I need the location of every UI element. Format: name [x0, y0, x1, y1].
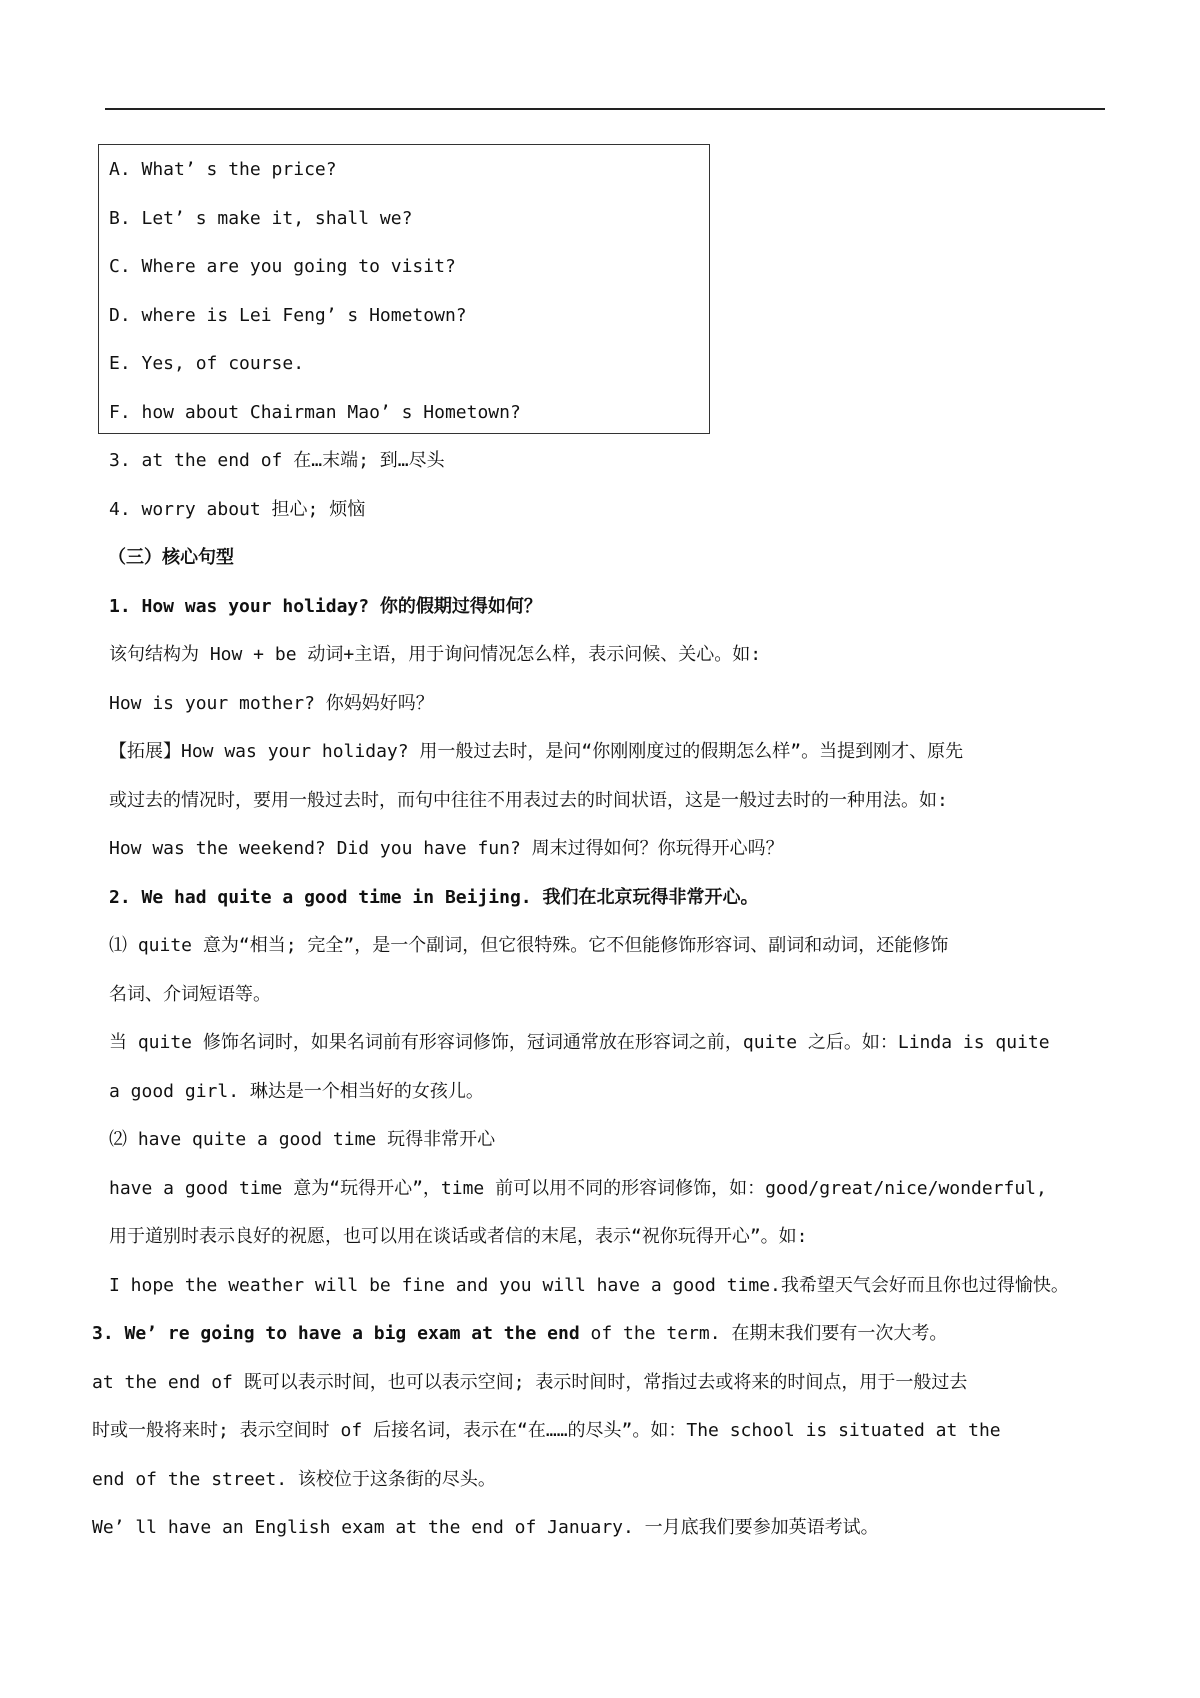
s3-line-1: at the end of 既可以表示时间，也可以表示空间; 表示时间时，常指过去或将来的时间点，用于一般过去	[92, 1372, 968, 1393]
s2-line-8: I hope the weather will be fine and you will have a good time.我希望天气会好而且你也过得愉快。	[109, 1275, 1069, 1296]
option-c: C. Where are you going to visit?	[109, 256, 456, 277]
sentence-2-title: 2. We had quite a good time in Beijing. 我们在北京玩得非常开心。	[109, 887, 759, 908]
s1-line-3: 【拓展】How was your holiday? 用一般过去时，是问“你刚刚度过的假期怎么样”。当提到刚才、原先	[109, 741, 964, 762]
option-b: B. Let’ s make it, shall we?	[109, 208, 413, 229]
s3-line-4: We’ ll have an English exam at the end of January. 一月底我们要参加英语考试。	[92, 1517, 879, 1538]
s3-line-3: end of the street. 该校位于这条街的尽头。	[92, 1469, 496, 1490]
s1-line-5: How was the weekend? Did you have fun? 周末过得如何？你玩得开心吗？	[109, 838, 784, 859]
s2-line-4: a good girl. 琳达是一个相当好的女孩儿。	[109, 1081, 484, 1102]
s2-line-2: 名词、介词短语等。	[109, 984, 271, 1005]
s2-line-6: have a good time 意为“玩得开心”，time 前可以用不同的形容词修饰，如：good/great/nice/wonderful,	[109, 1178, 1047, 1199]
s2-line-1: ⑴ quite 意为“相当; 完全”，是一个副词，但它很特殊。它不但能修饰形容词、副词和动词，还能修饰	[109, 935, 949, 956]
s1-line-1: 该句结构为 How + be 动词+主语，用于询问情况怎么样，表示问候、关心。如:	[109, 644, 762, 665]
options-box	[98, 144, 710, 434]
s2-line-3: 当 quite 修饰名词时，如果名词前有形容词修饰，冠词通常放在形容词之前，quite 之后。如：Linda is quite	[109, 1032, 1050, 1053]
s1-line-2: How is your mother? 你妈妈好吗？	[109, 693, 434, 714]
sentence-3-title-rest: of the term. 在期末我们要有一次大考。	[579, 1323, 948, 1344]
sentence-3-title	[92, 1320, 947, 1348]
phrase-4: 4. worry about 担心; 烦恼	[109, 499, 366, 520]
s3-line-2: 时或一般将来时; 表示空间时 of 后接名词，表示在“在……的尽头”。如：The school is situated at the	[92, 1420, 1001, 1441]
s2-line-5: ⑵ have quite a good time 玩得非常开心	[109, 1129, 496, 1150]
s1-line-4: 或过去的情况时，要用一般过去时，而句中往往不用表过去的时间状语，这是一般过去时的一种用法。如:	[109, 790, 948, 811]
sentence-3-title-bold: 3. We’ re going to have a big exam at the end	[92, 1323, 580, 1344]
option-d: D. where is Lei Feng’ s Hometown?	[109, 305, 467, 326]
option-f: F. how about Chairman Mao’ s Hometown?	[109, 402, 521, 423]
sentence-1-title: 1. How was your holiday? 你的假期过得如何？	[109, 596, 542, 617]
phrase-3: 3. at the end of 在…末端; 到…尽头	[109, 450, 445, 471]
option-a: A. What’ s the price?	[109, 159, 337, 180]
s2-line-7: 用于道别时表示良好的祝愿，也可以用在谈话或者信的末尾，表示“祝你玩得开心”。如:	[109, 1226, 808, 1247]
option-e: E. Yes, of course.	[109, 353, 305, 374]
header-rule	[105, 108, 1105, 110]
section-heading: （三）核心句型	[108, 547, 234, 568]
